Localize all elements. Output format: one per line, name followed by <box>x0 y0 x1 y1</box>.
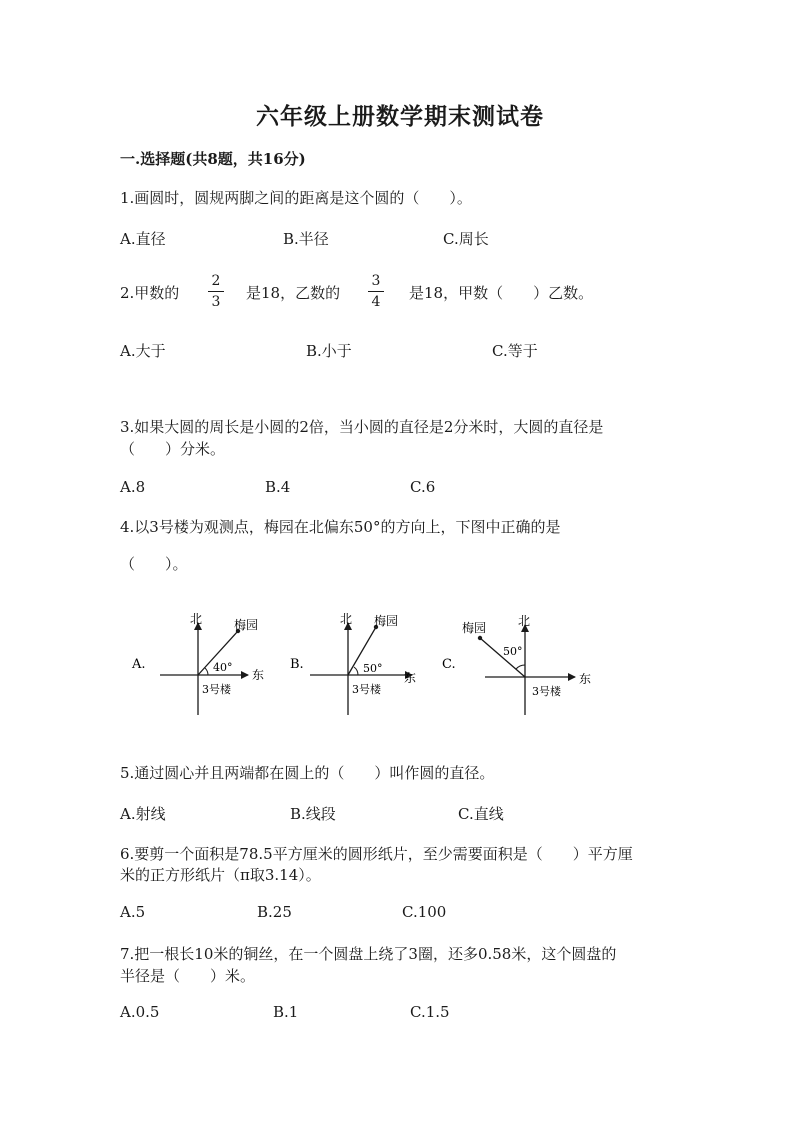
target-label: 梅园 <box>462 621 487 635</box>
north-label: 北 <box>518 614 531 628</box>
question-2-option-c: C.等于 <box>492 342 538 360</box>
origin-label: 3号楼 <box>202 683 231 696</box>
question-5-option-a: A.射线 <box>120 805 166 823</box>
target-point <box>478 636 482 640</box>
question-7-option-a: A.0.5 <box>120 1003 160 1021</box>
angle-arc <box>516 665 525 669</box>
angle-label: 50° <box>503 645 523 658</box>
target-label: 梅园 <box>374 614 399 628</box>
question-3-option-b: B.4 <box>265 478 291 496</box>
east-label: 东 <box>404 671 417 685</box>
origin-label: 3号楼 <box>352 683 381 696</box>
east-label: 东 <box>252 668 265 682</box>
question-2-stem-part-2: 是18，乙数的 <box>246 284 341 302</box>
east-label: 东 <box>579 672 592 686</box>
question-3-option-a: A.8 <box>120 478 146 496</box>
fraction-three-quarters <box>368 273 384 310</box>
question-1-option-b: B.半径 <box>283 230 329 248</box>
page-title: 六年级上册数学期末测试卷 <box>256 103 544 130</box>
question-7-stem-line-2: 半径是（ ）米。 <box>120 967 256 985</box>
target-label: 梅园 <box>234 618 259 632</box>
angle-arc <box>205 668 208 675</box>
question-2-stem-part-3: 是18，甲数（ ）乙数。 <box>409 284 594 302</box>
question-5-option-c: C.直线 <box>458 805 504 823</box>
figure-panel-a <box>131 612 264 715</box>
question-2-option-b: B.小于 <box>306 342 352 360</box>
origin-label: 3号楼 <box>532 685 561 698</box>
question-2-stem-part-1: 2.甲数的 <box>120 284 180 302</box>
question-7-option-c: C.1.5 <box>410 1003 450 1021</box>
panel-a-label: A. <box>132 657 146 672</box>
figure-panel-b <box>290 612 416 715</box>
question-4-stem-line-1: 4.以3号楼为观测点，梅园在北偏东50°的方向上，下图中正确的是 <box>120 518 561 536</box>
question-3-stem-line-2: （ ）分米。 <box>120 440 226 458</box>
question-6-option-c: C.100 <box>402 903 447 921</box>
question-6-stem-line-2: 米的正方形纸片（π取3.14）。 <box>120 866 321 884</box>
figure-panel-c <box>442 614 591 715</box>
question-5-option-b: B.线段 <box>290 805 336 823</box>
fraction-two-thirds <box>208 273 224 310</box>
fraction-denominator: 4 <box>371 294 381 310</box>
fraction-numerator: 2 <box>211 273 221 289</box>
question-6-option-b: B.25 <box>257 903 292 921</box>
compass-direction-figure <box>120 605 600 725</box>
fraction-numerator: 3 <box>371 273 381 289</box>
fraction-denominator: 3 <box>211 294 221 310</box>
question-5-stem: 5.通过圆心并且两端都在圆上的（ ）叫作圆的直径。 <box>120 764 495 782</box>
question-1-option-a: A.直径 <box>120 230 166 248</box>
question-3-option-c: C.6 <box>410 478 436 496</box>
question-1-stem: 1.画圆时，圆规两脚之间的距离是这个圆的（ ）。 <box>120 189 472 207</box>
question-1-option-c: C.周长 <box>443 230 489 248</box>
angle-label: 50° <box>363 662 383 675</box>
question-7-stem-line-1: 7.把一根长10米的铜丝，在一个圆盘上绕了3圈，还多0.58米，这个圆盘的 <box>120 945 617 963</box>
panel-c-label: C. <box>442 657 456 672</box>
north-label: 北 <box>340 612 353 626</box>
question-6-option-a: A.5 <box>120 903 146 921</box>
angle-label: 40° <box>213 661 233 674</box>
question-7-option-b: B.1 <box>273 1003 299 1021</box>
question-3-stem-line-1: 3.如果大圆的周长是小圆的2倍，当小圆的直径是2分米时，大圆的直径是 <box>120 418 604 436</box>
north-label: 北 <box>190 612 203 626</box>
panel-b-label: B. <box>290 657 304 672</box>
question-4-stem-line-2: （ ）。 <box>120 555 188 573</box>
angle-arc <box>354 667 358 675</box>
section-heading: 一.选择题(共8题，共16分) <box>120 150 306 168</box>
question-6-stem-line-1: 6.要剪一个面积是78.5平方厘米的圆形纸片，至少需要面积是（ ）平方厘 <box>120 845 633 863</box>
question-2-option-a: A.大于 <box>120 342 166 360</box>
